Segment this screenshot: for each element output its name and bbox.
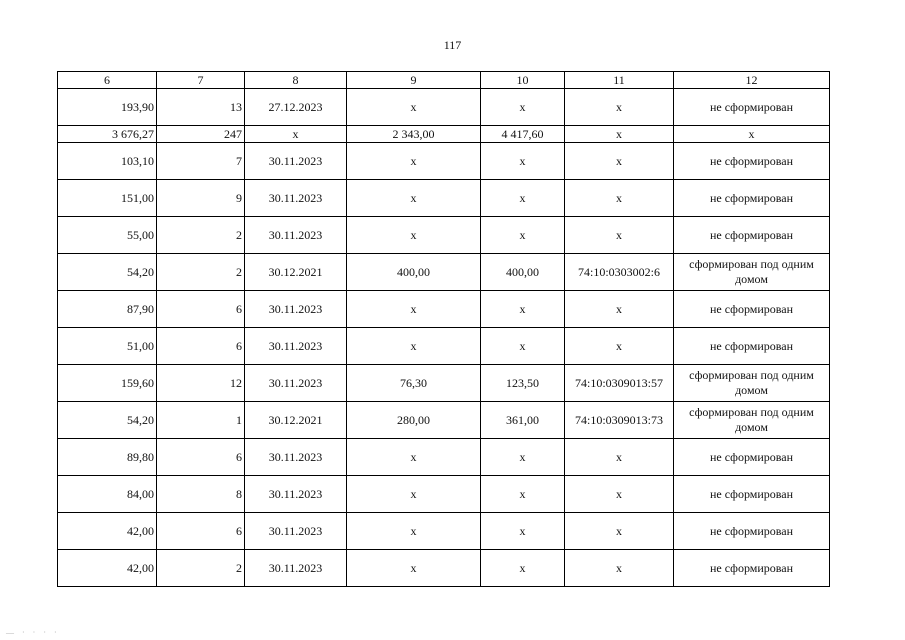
cell-value-9: 400,00 [347,254,481,291]
cell-date: x [245,126,347,143]
cell-cadastral-number: 74:10:0309013:57 [565,365,674,402]
cell-value-9: x [347,476,481,513]
cell-cadastral-number: x [565,89,674,126]
table-row [58,365,830,402]
cell-count: 2 [157,217,245,254]
cell-value-9: x [347,328,481,365]
cell-value-10: x [481,291,565,328]
cell-status: не сформирован [674,89,830,126]
cell-value-10: x [481,476,565,513]
cell-count: 6 [157,439,245,476]
cell-status: не сформирован [674,328,830,365]
cell-value-9: 280,00 [347,402,481,439]
cell-value-10: x [481,180,565,217]
cell-count: 6 [157,291,245,328]
cell-area: 42,00 [58,513,157,550]
data-table [57,71,830,587]
cell-date: 30.11.2023 [245,143,347,180]
cell-date: 30.11.2023 [245,365,347,402]
cell-value-9: x [347,291,481,328]
cell-area: 54,20 [58,402,157,439]
column-header-9: 9 [347,72,481,89]
cell-value-10: x [481,89,565,126]
table-row [58,476,830,513]
cell-area: 84,00 [58,476,157,513]
cell-status: не сформирован [674,217,830,254]
table-row [58,89,830,126]
cell-value-10: x [481,439,565,476]
cell-value-9: x [347,180,481,217]
cell-cadastral-number: x [565,143,674,180]
cell-date: 30.11.2023 [245,180,347,217]
table-row [58,439,830,476]
cell-count: 247 [157,126,245,143]
cell-area: 54,20 [58,254,157,291]
cell-value-10: x [481,328,565,365]
column-header-11: 11 [565,72,674,89]
cell-date: 30.11.2023 [245,328,347,365]
column-header-12: 12 [674,72,830,89]
cell-value-9: x [347,439,481,476]
cell-date: 30.11.2023 [245,291,347,328]
cell-area: 55,00 [58,217,157,254]
column-header-8: 8 [245,72,347,89]
cell-cadastral-number: 74:10:0303002:6 [565,254,674,291]
cell-value-9: x [347,217,481,254]
table-row [58,126,830,143]
cell-count: 9 [157,180,245,217]
cell-date: 30.11.2023 [245,550,347,587]
cell-value-9: x [347,89,481,126]
cell-cadastral-number: 74:10:0309013:73 [565,402,674,439]
cell-value-9: x [347,550,481,587]
cell-value-10: 361,00 [481,402,565,439]
cell-cadastral-number: x [565,180,674,217]
cell-cadastral-number: x [565,550,674,587]
table-row [58,143,830,180]
column-header-7: 7 [157,72,245,89]
table-row [58,402,830,439]
cell-count: 8 [157,476,245,513]
cell-cadastral-number: x [565,217,674,254]
cell-area: 89,80 [58,439,157,476]
cell-date: 30.11.2023 [245,439,347,476]
column-header-10: 10 [481,72,565,89]
cell-status: сформирован под одним домом [674,402,830,439]
cell-status: сформирован под одним домом [674,254,830,291]
cell-area: 193,90 [58,89,157,126]
table-row [58,254,830,291]
cell-status: x [674,126,830,143]
cell-value-9: 76,30 [347,365,481,402]
cell-cadastral-number: x [565,126,674,143]
cell-date: 30.11.2023 [245,513,347,550]
cell-count: 1 [157,402,245,439]
cell-count: 6 [157,513,245,550]
cell-count: 12 [157,365,245,402]
cell-date: 27.12.2023 [245,89,347,126]
cell-area: 42,00 [58,550,157,587]
cell-value-9: x [347,513,481,550]
cell-status: не сформирован [674,439,830,476]
cell-status: не сформирован [674,550,830,587]
cell-count: 7 [157,143,245,180]
cell-status: сформирован под одним домом [674,365,830,402]
cell-area: 87,90 [58,291,157,328]
table-row [58,180,830,217]
table-row [58,217,830,254]
page-number: 117 [443,38,462,52]
cell-area: 159,60 [58,365,157,402]
table-row [58,328,830,365]
cell-cadastral-number: x [565,513,674,550]
cell-count: 2 [157,550,245,587]
table-row [58,513,830,550]
cell-cadastral-number: x [565,328,674,365]
cell-cadastral-number: x [565,476,674,513]
cell-cadastral-number: x [565,439,674,476]
cell-status: не сформирован [674,513,830,550]
scan-artifact-marks: — · · · · [6,628,60,637]
cell-date: 30.12.2021 [245,402,347,439]
cell-count: 2 [157,254,245,291]
cell-value-10: 123,50 [481,365,565,402]
cell-date: 30.12.2021 [245,254,347,291]
cell-area: 3 676,27 [58,126,157,143]
cell-date: 30.11.2023 [245,476,347,513]
cell-date: 30.11.2023 [245,217,347,254]
cell-value-10: x [481,513,565,550]
cell-count: 6 [157,328,245,365]
table-row [58,291,830,328]
cell-cadastral-number: x [565,291,674,328]
table-row [58,550,830,587]
header-row [58,72,830,89]
cell-value-10: 400,00 [481,254,565,291]
cell-status: не сформирован [674,180,830,217]
cell-value-10: x [481,143,565,180]
cell-value-10: x [481,550,565,587]
cell-value-10: 4 417,60 [481,126,565,143]
cell-value-9: 2 343,00 [347,126,481,143]
column-header-6: 6 [58,72,157,89]
cell-count: 13 [157,89,245,126]
cell-area: 151,00 [58,180,157,217]
cell-area: 103,10 [58,143,157,180]
cell-area: 51,00 [58,328,157,365]
cell-value-10: x [481,217,565,254]
cell-status: не сформирован [674,143,830,180]
cell-value-9: x [347,143,481,180]
cell-status: не сформирован [674,291,830,328]
cell-status: не сформирован [674,476,830,513]
